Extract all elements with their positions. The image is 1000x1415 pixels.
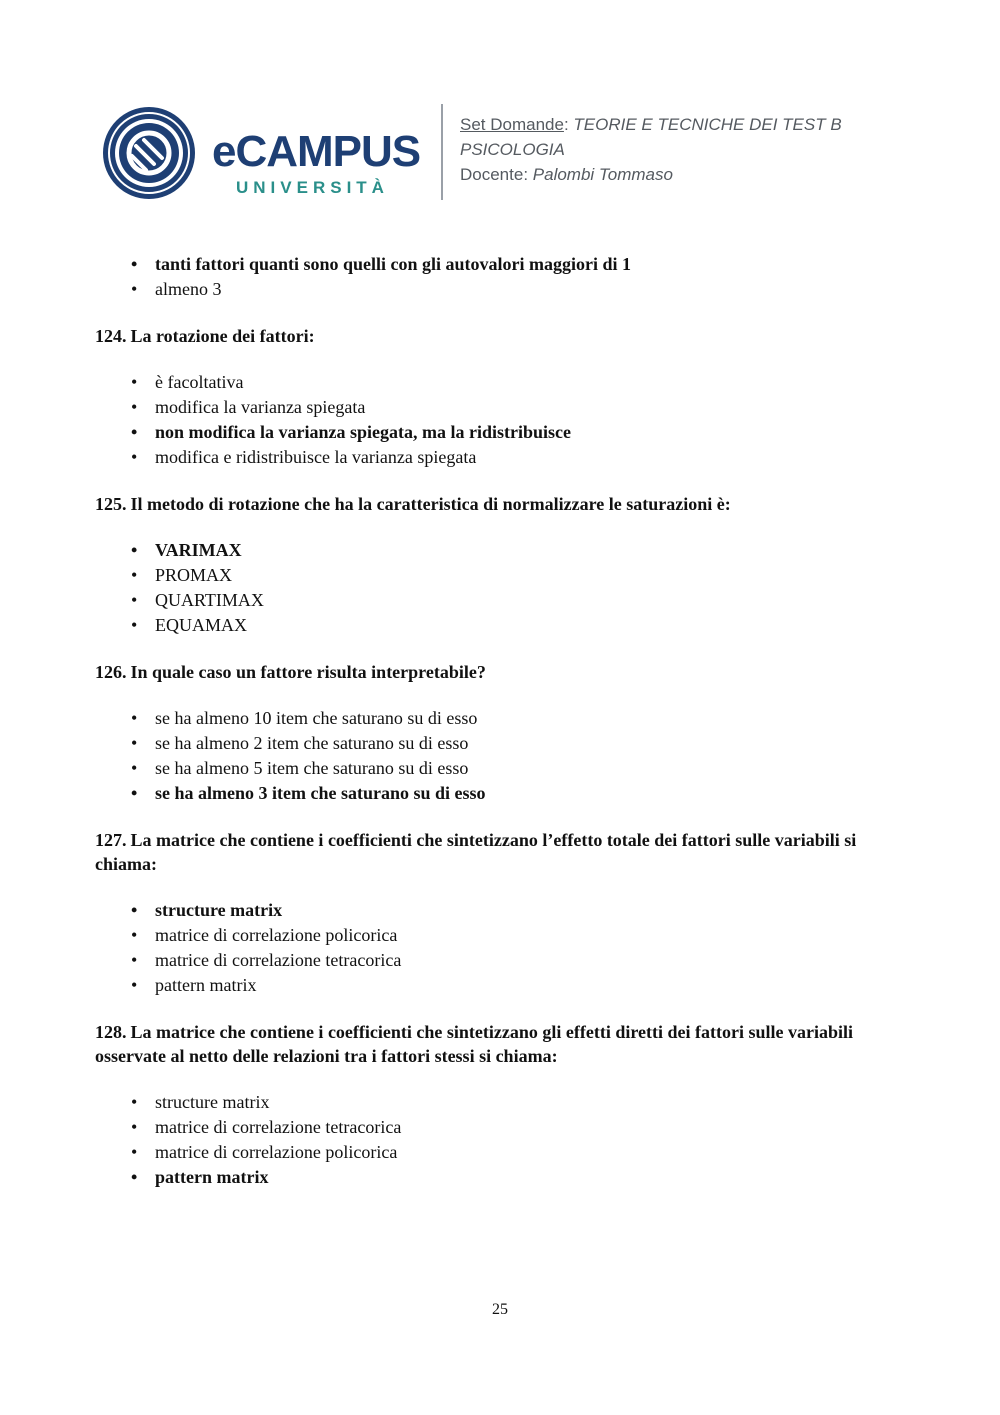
options-list-124 (95, 370, 895, 470)
question-126 (95, 660, 895, 684)
teacher-label: Docente (460, 165, 524, 184)
option-item: • almeno 3 (131, 277, 895, 302)
question-128 (95, 1020, 895, 1068)
option-item: • modifica e ridistribuisce la varianza spiegata (131, 445, 895, 470)
option-item: • modifica la varianza spiegata (131, 395, 895, 420)
question-text: La rotazione dei fattori: (130, 326, 315, 346)
option-item: • structure matrix (131, 1090, 895, 1115)
option-item: • EQUAMAX (131, 613, 895, 638)
question-text: Il metodo di rotazione che ha la caratteristica di normalizzare le saturazioni è: (130, 494, 731, 514)
header-divider (441, 104, 443, 200)
header-info (460, 112, 900, 187)
option-item: • pattern matrix (131, 973, 895, 998)
option-item: • PROMAX (131, 563, 895, 588)
options-list-126 (95, 706, 895, 806)
ecampus-seal-logo (102, 106, 196, 200)
page-header (100, 100, 920, 210)
question-number: 126. (95, 662, 127, 682)
ecampus-wordmark (212, 122, 427, 202)
option-item: • structure matrix (131, 898, 895, 923)
question-text: La matrice che contiene i coefficienti che sintetizzano gli effetti diretti dei fattori sulle variabili osservate al netto delle relazioni tra i fattori stessi si chiama: (95, 1022, 853, 1066)
questions-content (95, 252, 895, 1190)
option-item: • se ha almeno 2 item che saturano su di esso (131, 731, 895, 756)
course-line: Set Domande: TEORIE E TECNICHE DEI TEST B PSICOLOGIA (460, 115, 842, 159)
question-number: 127. (95, 830, 127, 850)
teacher-line: Docente: Palombi Tommaso (460, 165, 673, 184)
question-text: La matrice che contiene i coefficienti che sintetizzano l’effetto totale dei fattori sulle variabili si chiama: (95, 830, 857, 874)
option-item: • VARIMAX (131, 538, 895, 563)
options-list-128 (95, 1090, 895, 1190)
option-item: • non modifica la varianza spiegata, ma la ridistribuisce (131, 420, 895, 445)
brand-name: eCAMPUS (212, 127, 421, 176)
option-item: • se ha almeno 5 item che saturano su di esso (131, 756, 895, 781)
option-item: • pattern matrix (131, 1165, 895, 1190)
teacher-value: Palombi Tommaso (532, 165, 673, 184)
question-number: 124. (95, 326, 127, 346)
continued-options-list (95, 252, 895, 302)
option-item: • QUARTIMAX (131, 588, 895, 613)
brand-subtitle: UNIVERSITÀ (236, 178, 389, 197)
option-item: • matrice di correlazione tetracorica (131, 948, 895, 973)
option-item: • matrice di correlazione policorica (131, 923, 895, 948)
option-item: • matrice di correlazione tetracorica (131, 1115, 895, 1140)
question-number: 128. (95, 1022, 127, 1042)
question-127 (95, 828, 895, 876)
question-125 (95, 492, 895, 516)
option-item: • matrice di correlazione policorica (131, 1140, 895, 1165)
option-item: • se ha almeno 3 item che saturano su di esso (131, 781, 895, 806)
set-label: Set Domande (460, 115, 564, 134)
option-item: • tanti fattori quanti sono quelli con gli autovalori maggiori di 1 (131, 252, 895, 277)
set-value: TEORIE E TECNICHE DEI TEST B PSICOLOGIA (460, 115, 842, 159)
question-number: 125. (95, 494, 127, 514)
option-item: • se ha almeno 10 item che saturano su di esso (131, 706, 895, 731)
question-text: In quale caso un fattore risulta interpretabile? (130, 662, 486, 682)
options-list-125 (95, 538, 895, 638)
page-number: 25 (492, 1301, 508, 1318)
options-list-127 (95, 898, 895, 998)
option-item: • è facoltativa (131, 370, 895, 395)
question-124 (95, 324, 895, 348)
